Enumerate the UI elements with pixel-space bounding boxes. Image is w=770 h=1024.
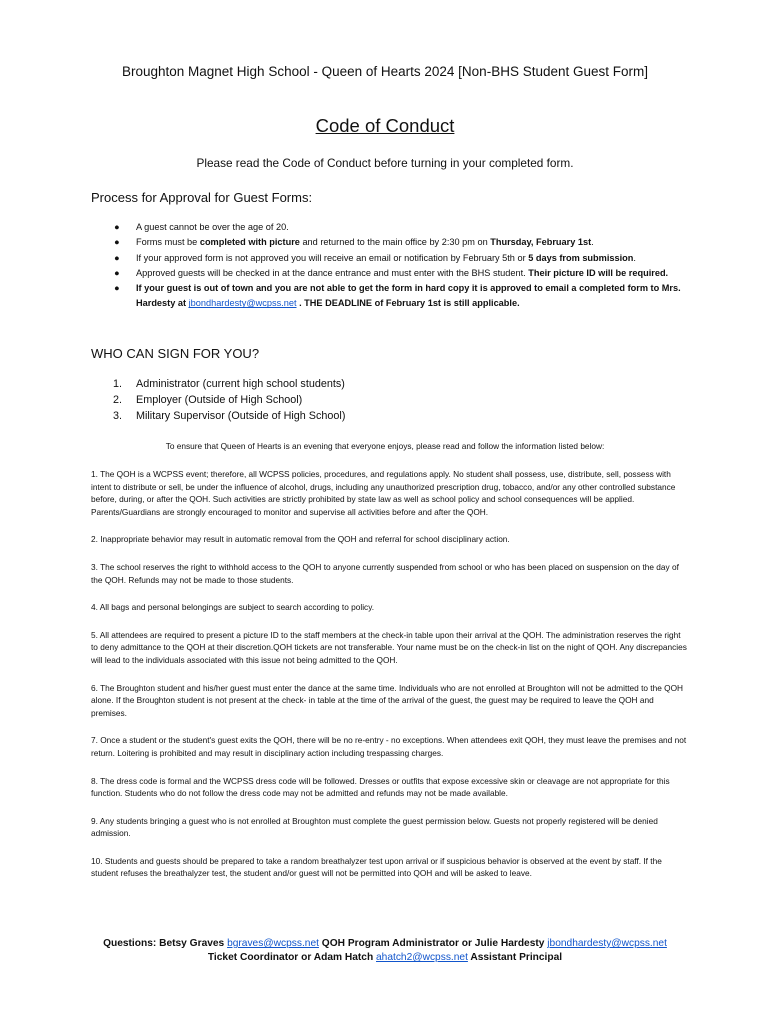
hardesty-footer-email-link[interactable]: jbondhardesty@wcpss.net xyxy=(547,938,667,949)
bullet-text: . xyxy=(591,237,594,248)
list-item-text: Administrator (current high school students) xyxy=(136,378,345,390)
footer-line-2 xyxy=(0,951,770,965)
contact-footer xyxy=(0,937,770,965)
list-item xyxy=(91,251,681,266)
list-item xyxy=(91,266,681,281)
rule-paragraph: 3. The school reserves the right to withhold access to the QOH to anyone currently suspended from school or who has been placed on suspension on the day of the QOH. Refunds may not be made to those students. xyxy=(91,561,679,585)
bullet-icon: ● xyxy=(114,237,120,248)
bullet-text: Approved guests will be checked in at the dance entrance and must enter with the BHS student. xyxy=(136,267,529,278)
instructions-subtitle: Please read the Code of Conduct before turning in your completed form. xyxy=(196,156,574,170)
rule-paragraph: 10. Students and guests should be prepared to take a random breathalyzer test upon arrival or if suspicious behavior is observed at the event by staff. If the student refuses the breathalyzer test, the student and/or guest will not be permitted into QOH and will be asked to leave. xyxy=(91,855,662,879)
bullet-bold-text: . THE DEADLINE of February 1st is still applicable. xyxy=(296,298,520,309)
list-item xyxy=(91,376,345,392)
list-item xyxy=(91,235,681,250)
bullet-icon: ● xyxy=(114,283,120,294)
rule-paragraph: 5. All attendees are required to present a picture ID to the staff members at the check-in table upon their arrival at the QOH. The administration reserves the right to deny admittance to the QOH at their discretion.QOH tickets are not transferable. Your name must be on the check-in list on the night of QOH. Any discrepancies will lead to the individuals associated with this issue not being admitted to the QOH. xyxy=(91,629,687,665)
page-title: Code of Conduct xyxy=(315,115,455,136)
footer-text: QOH Program Administrator or Julie Hardesty xyxy=(318,938,548,949)
bullet-icon: ● xyxy=(114,252,120,263)
graves-email-link[interactable]: bgraves@wcpss.net xyxy=(227,938,319,949)
list-item xyxy=(91,392,345,408)
bullet-bold-text: completed with picture xyxy=(199,237,300,248)
rule-paragraph: 4. All bags and personal belongings are subject to search according to policy. xyxy=(91,602,375,613)
list-number: 3. xyxy=(113,410,123,422)
bullet-icon: ● xyxy=(114,267,120,278)
rule-paragraph: 9. Any students bringing a guest who is not enrolled at Broughton must complete the guest permission below. Guests not properly registered will be denied admission. xyxy=(91,815,658,839)
bullet-text: and returned to the main office by 2:30 pm on xyxy=(299,237,491,248)
bullet-bold-text: Their picture ID will be required. xyxy=(528,267,669,278)
list-item xyxy=(91,408,345,424)
bullet-bold-text: 5 days from submission xyxy=(528,252,634,263)
list-item-text: Employer (Outside of High School) xyxy=(136,394,303,406)
list-number: 2. xyxy=(113,394,123,406)
list-item xyxy=(91,220,681,235)
hardesty-email-link[interactable]: jbondhardesty@wcpss.net xyxy=(188,298,297,309)
rules-section xyxy=(91,468,687,895)
footer-text: Questions: Betsy Graves xyxy=(103,938,228,949)
rule-paragraph: 6. The Broughton student and his/her guest must enter the dance at the same time. Individuals who are not enrolled at Broughton will not be admitted to the QOH alone. If the Broughton student is not present at the check- in table at the time of the arrival of the guest, the guest may be required to leave the QOH and premises. xyxy=(91,682,684,718)
rule-paragraph: 7. Once a student or the student's guest exits the QOH, there will be no re-entry - no exceptions. When attendees exit QOH, they must leave the premises and not return. Loitering is prohibited and may result in disciplinary action including trespassing charges. xyxy=(91,735,687,758)
rule-paragraph: 2. Inappropriate behavior may result in automatic removal from the QOH and referral for school disciplinary action. xyxy=(91,534,510,545)
footer-line-1 xyxy=(0,937,770,951)
bullet-icon: ● xyxy=(114,222,120,232)
footer-text: Assistant Principal xyxy=(467,952,563,963)
footer-text: Ticket Coordinator or Adam Hatch xyxy=(207,952,377,963)
form-header: Broughton Magnet High School - Queen of Hearts 2024 [Non-BHS Student Guest Form] xyxy=(121,64,649,79)
rule-paragraph: 8. The dress code is formal and the WCPSS dress code will be followed. Dresses or outfits that expose excessive skin or cleavage are not appropriate for this function. Students who do not follow the dress code may not be admitted and refunds may not be made available. xyxy=(91,775,670,799)
list-number: 1. xyxy=(113,378,123,390)
bullet-text: . xyxy=(633,252,636,263)
bullet-bold-text: If your guest is out of town and you are not able to get the form in hard copy it is approved to email a completed form to Mrs. Hardesty at xyxy=(136,283,681,309)
hatch-email-link[interactable]: ahatch2@wcpss.net xyxy=(376,952,468,963)
rule-paragraph: 1. The QOH is a WCPSS event; therefore, all WCPSS policies, procedures, and regulations apply. No student shall possess, use, distribute, sell, possess with intent to distribute or sell, be under the influence of alcohol, drugs, including any unauthorized prescription drug, tobacco, and/or any other controlled substance before, during, or after the QOH. Such activities are strictly prohibited by state law as well as school policy and school consequences will be applied. Parents/Guardians are strongly encouraged to monitor and supervise all activities before and after the QOH. xyxy=(91,469,676,517)
list-item-text: Military Supervisor (Outside of High School) xyxy=(136,410,346,422)
bullet-text: A guest cannot be over the age of 20. xyxy=(136,222,289,232)
rules-intro: To ensure that Queen of Hearts is an evening that everyone enjoys, please read and follow the information listed below: xyxy=(165,441,605,451)
list-item xyxy=(91,281,681,312)
process-heading: Process for Approval for Guest Forms: xyxy=(91,190,313,205)
bullet-text: If your approved form is not approved you will receive an email or notification by February 5th or xyxy=(136,252,529,263)
process-bullet-list xyxy=(91,220,681,312)
signer-list xyxy=(91,376,345,424)
who-can-sign-heading: WHO CAN SIGN FOR YOU? xyxy=(91,346,260,361)
bullet-bold-text: Thursday, February 1st xyxy=(490,237,592,248)
bullet-text: Forms must be xyxy=(136,237,200,248)
